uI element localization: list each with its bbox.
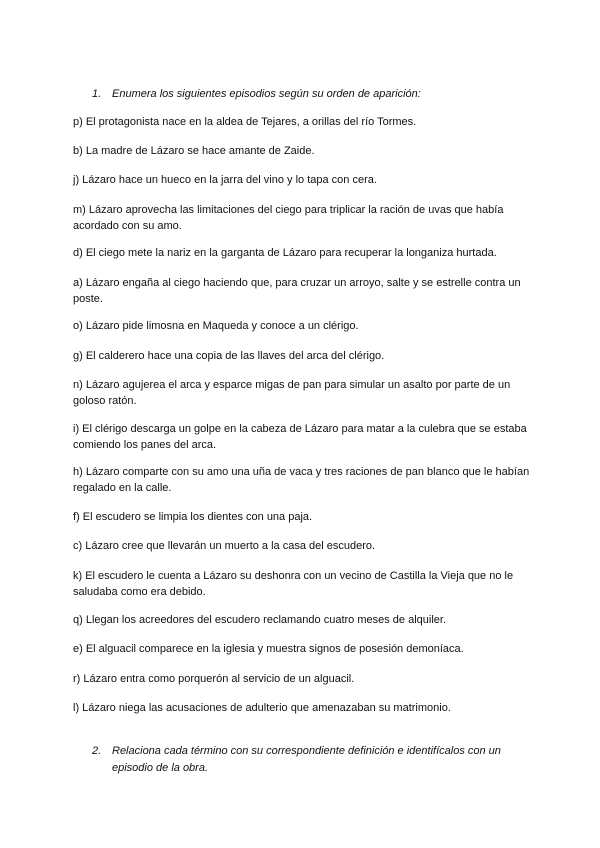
episode-item: b) La madre de Lázaro se hace amante de Zaide. — [73, 145, 315, 157]
episode-item: a) Lázaro engaña al ciego haciendo que, para cruzar un arroyo, salte y se estrelle contra un poste. — [73, 277, 521, 305]
episode-item: o) Lázaro pide limosna en Maqueda y conoce a un clérigo. — [73, 320, 359, 332]
episode-item: d) El ciego mete la nariz en la garganta de Lázaro para recuperar la longaniza hurtada. — [73, 247, 497, 259]
question-1 — [92, 86, 522, 103]
episode-item: p) El protagonista nace en la aldea de Tejares, a orillas del río Tormes. — [73, 116, 417, 128]
episode-item: n) Lázaro agujerea el arca y esparce migas de pan para simular un asalto por parte de un goloso ratón. — [73, 379, 511, 407]
episode-item: i) El clérigo descarga un golpe en la cabeza de Lázaro para matar a la culebra que se estaba comiendo los panes del arca. — [73, 423, 527, 451]
episode-item: f) El escudero se limpia los dientes con una paja. — [73, 511, 313, 523]
episode-item: c) Lázaro cree que llevarán un muerto a la casa del escudero. — [73, 540, 376, 552]
question-1-text: Enumera los siguientes episodios según su orden de aparición: — [112, 88, 421, 100]
episode-item: r) Lázaro entra como porquerón al servicio de un alguacil. — [73, 673, 355, 685]
episode-item: m) Lázaro aprovecha las limitaciones del ciego para triplicar la ración de uvas que había acordado con su amo. — [73, 204, 504, 232]
episode-item: e) El alguacil comparece en la iglesia y muestra signos de posesión demoníaca. — [73, 643, 464, 655]
question-2-text: Relaciona cada término con su correspondiente definición e identifícalos con un episodio de la obra. — [112, 745, 501, 774]
episode-item: k) El escudero le cuenta a Lázaro su deshonra con un vecino de Castilla la Vieja que no le saludaba como era debido. — [73, 570, 514, 598]
question-1-number: 1. — [92, 88, 102, 100]
episode-item: j) Lázaro hace un hueco en la jarra del vino y lo tapa con cera. — [73, 174, 377, 186]
episode-item: g) El calderero hace una copia de las llaves del arca del clérigo. — [73, 350, 385, 362]
question-2-number: 2. — [92, 745, 102, 757]
episode-item: h) Lázaro comparte con su amo una uña de vaca y tres raciones de pan blanco que le habían regalado en la calle. — [73, 466, 530, 494]
episode-item: l) Lázaro niega las acusaciones de adulterio que amenazaban su matrimonio. — [73, 702, 451, 714]
question-2 — [92, 743, 522, 777]
episode-item: q) Llegan los acreedores del escudero reclamando cuatro meses de alquiler. — [73, 614, 446, 626]
